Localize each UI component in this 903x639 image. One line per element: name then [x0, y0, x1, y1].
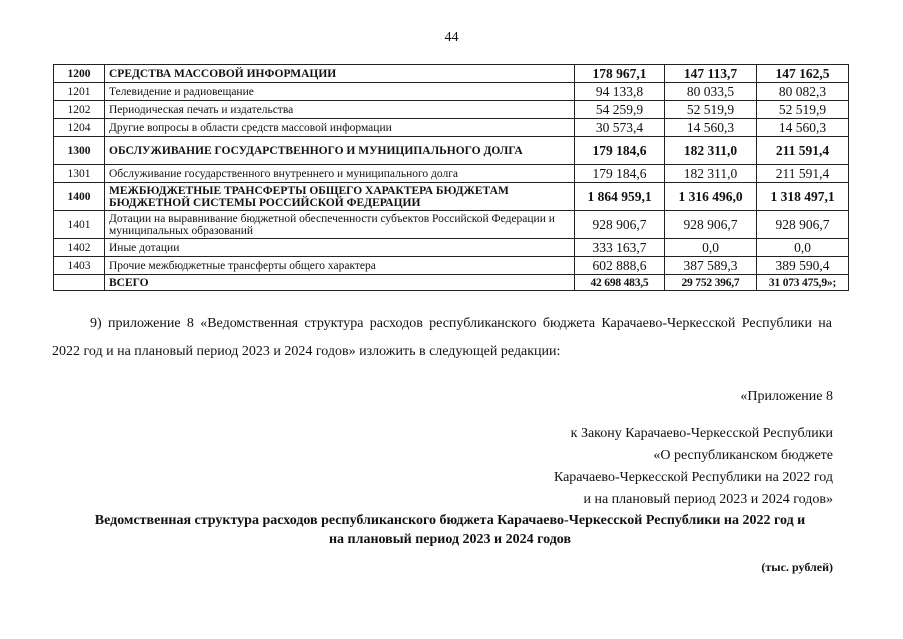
law-ref-line: Карачаево-Черкесской Республики на 2022 год	[553, 470, 833, 485]
row-code: 1301	[54, 165, 105, 183]
row-name: Периодическая печать и издательства	[105, 101, 575, 119]
value-2023: 0,0	[665, 239, 757, 257]
row-code: 1201	[54, 83, 105, 101]
row-code: 1204	[54, 119, 105, 137]
row-name: Телевидение и радиовещание	[105, 83, 575, 101]
value-2023: 14 560,3	[665, 119, 757, 137]
title-line: на плановый период 2023 и 2024 годов	[328, 532, 572, 547]
table-row	[54, 257, 849, 275]
value-2023: 387 589,3	[665, 257, 757, 275]
law-ref-line: к Закону Карачаево-Черкесской Республики	[570, 426, 833, 441]
row-name: СРЕДСТВА МАССОВОЙ ИНФОРМАЦИИ	[105, 65, 575, 83]
page-number: 44	[444, 30, 459, 45]
law-ref-line: и на плановый период 2023 и 2024 годов»	[583, 492, 833, 507]
budget-table	[53, 64, 849, 291]
value-2024: 80 082,3	[757, 83, 849, 101]
value-2022: 179 184,6	[575, 137, 665, 165]
law-reference	[554, 423, 833, 511]
row-name: МЕЖБЮДЖЕТНЫЕ ТРАНСФЕРТЫ ОБЩЕГО ХАРАКТЕРА БЮДЖЕТАМ БЮДЖЕТНОЙ СИСТЕМЫ РОССИЙСКОЙ ФЕДЕРАЦИИ	[105, 183, 575, 211]
value-2022: 333 163,7	[575, 239, 665, 257]
table-row	[54, 137, 849, 165]
value-2024: 0,0	[757, 239, 849, 257]
value-2024: 14 560,3	[757, 119, 849, 137]
table-row	[54, 119, 849, 137]
table-row	[54, 83, 849, 101]
row-name: ВСЕГО	[105, 275, 575, 291]
row-code: 1202	[54, 101, 105, 119]
value-2022: 602 888,6	[575, 257, 665, 275]
row-name: ОБСЛУЖИВАНИЕ ГОСУДАРСТВЕННОГО И МУНИЦИПАЛЬНОГО ДОЛГА	[105, 137, 575, 165]
value-2022: 42 698 483,5	[575, 275, 665, 291]
row-code: 1400	[54, 183, 105, 211]
value-2022: 1 864 959,1	[575, 183, 665, 211]
row-code: 1402	[54, 239, 105, 257]
row-code: 1403	[54, 257, 105, 275]
row-code: 1401	[54, 211, 105, 239]
value-2024: 389 590,4	[757, 257, 849, 275]
title-line: Ведомственная структура расходов республиканского бюджета Карачаево-Черкесской Республики на 2022 год и	[94, 513, 806, 528]
value-2023: 1 316 496,0	[665, 183, 757, 211]
row-code: 1300	[54, 137, 105, 165]
value-2022: 179 184,6	[575, 165, 665, 183]
table-row	[54, 183, 849, 211]
row-name: Другие вопросы в области средств массовой информации	[105, 119, 575, 137]
unit-note: (тыс. рублей)	[761, 560, 833, 574]
appendix-label: «Приложение 8	[740, 389, 833, 404]
row-name: Прочие межбюджетные трансферты общего характера	[105, 257, 575, 275]
value-2023: 52 519,9	[665, 101, 757, 119]
value-2024: 31 073 475,9»;	[757, 275, 849, 291]
table-total-row	[54, 275, 849, 291]
row-name: Дотации на выравнивание бюджетной обеспеченности субъектов Российской Федерации и муниципальных образований	[105, 211, 575, 239]
value-2023: 182 311,0	[665, 137, 757, 165]
row-name: Обслуживание государственного внутреннего и муниципального долга	[105, 165, 575, 183]
value-2023: 182 311,0	[665, 165, 757, 183]
table-row	[54, 165, 849, 183]
value-2022: 30 573,4	[575, 119, 665, 137]
row-code	[54, 275, 105, 291]
row-code: 1200	[54, 65, 105, 83]
value-2024: 1 318 497,1	[757, 183, 849, 211]
amendment-paragraph: 9) приложение 8 «Ведомственная структура расходов республиканского бюджета Карачаево-Черкесской Республики на 2022 год и на плановый период 2023 и 2024 годов» изложить в следующей редакции:	[52, 316, 832, 359]
value-2022: 54 259,9	[575, 101, 665, 119]
value-2023: 80 033,5	[665, 83, 757, 101]
value-2024: 147 162,5	[757, 65, 849, 83]
value-2024: 211 591,4	[757, 137, 849, 165]
budget-table-body	[54, 65, 849, 291]
document-title	[40, 511, 860, 549]
table-row	[54, 239, 849, 257]
value-2024: 928 906,7	[757, 211, 849, 239]
value-2022: 928 906,7	[575, 211, 665, 239]
value-2024: 52 519,9	[757, 101, 849, 119]
table-row	[54, 101, 849, 119]
value-2022: 178 967,1	[575, 65, 665, 83]
value-2023: 29 752 396,7	[665, 275, 757, 291]
value-2023: 928 906,7	[665, 211, 757, 239]
value-2024: 211 591,4	[757, 165, 849, 183]
value-2022: 94 133,8	[575, 83, 665, 101]
table-row	[54, 65, 849, 83]
table-row	[54, 211, 849, 239]
law-ref-line: «О республиканском бюджете	[653, 448, 833, 463]
row-name: Иные дотации	[105, 239, 575, 257]
value-2023: 147 113,7	[665, 65, 757, 83]
